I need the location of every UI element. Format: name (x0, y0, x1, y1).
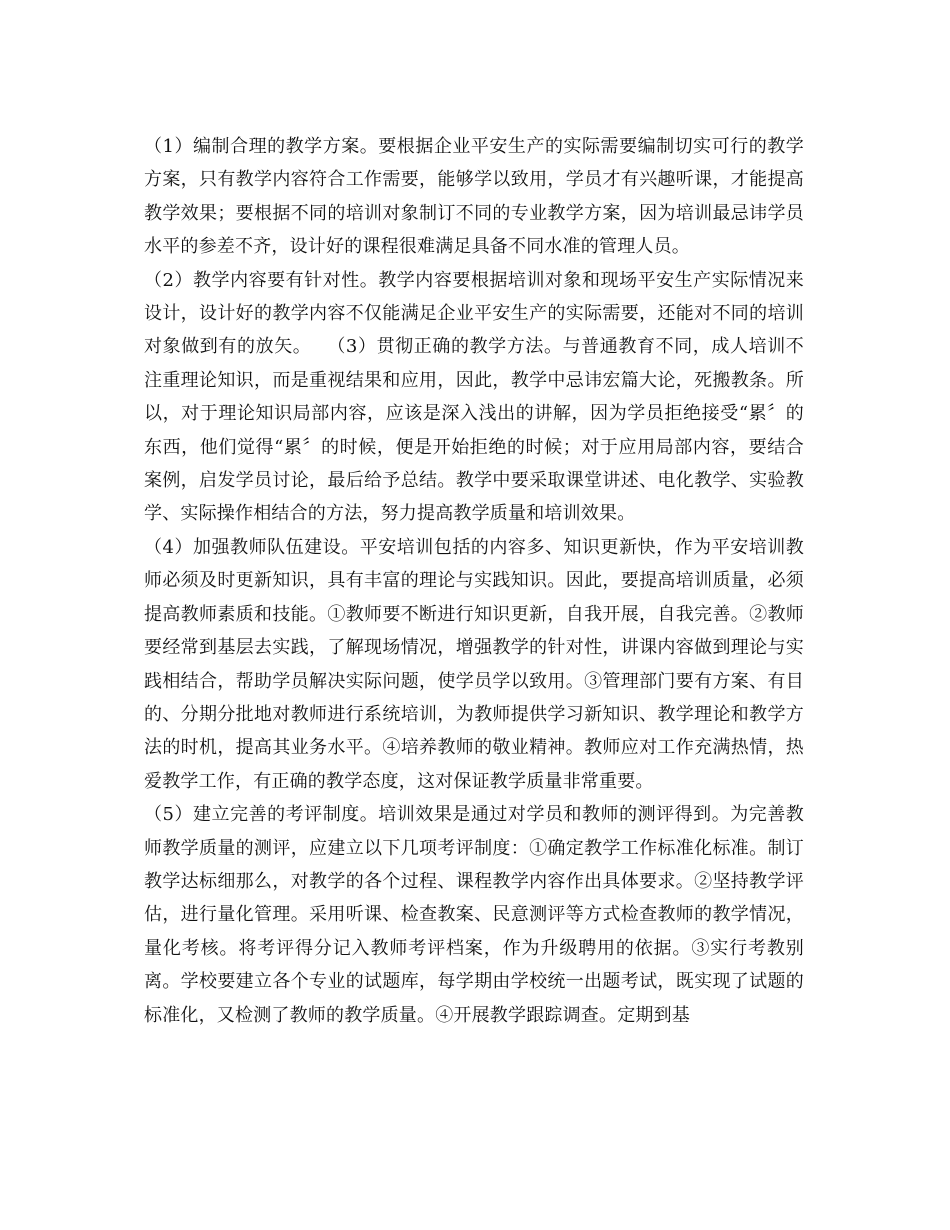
paragraph-1: （1）编制合理的教学方案。要根据企业平安生产的实际需要编制切实可行的教学方案，只有教学内容符合工作需要，能够学以致用，学员才有兴趣听课，才能提高教学效果；要根据不同的培训对象制订不同的专业教学方案，因为培训最忌讳学员水平的参差不齐，设计好的课程很难满足具备不同水准的管理人员。 (144, 136, 804, 258)
document-body (144, 130, 804, 1032)
paragraph-3: （4）加强教师队伍建设。平安培训包括的内容多、知识更新快，作为平安培训教师必须及时更新知识，具有丰富的理论与实践知识。因此，要提高培训质量，必须提高教师素质和技能。①教师要不断进行知识更新，自我开展，自我完善。②教师要经常到基层去实践，了解现场情况，增强教学的针对性，讲课内容做到理论与实践相结合，帮助学员解决实际问题，使学员学以致用。③管理部门要有方案、有目的、分期分批地对教师进行系统培训，为教师提供学习新知识、教学理论和教学方法的时机，提高其业务水平。④培养教师的敬业精神。教师应对工作充满热情，热爱教学工作，有正确的教学态度，这对保证教学质量非常重要。 (144, 536, 804, 792)
paragraph-2: （2）教学内容要有针对性。教学内容要根据培训对象和现场平安生产实际情况来设计，设计好的教学内容不仅能满足企业平安生产的实际需要，还能对不同的培训对象做到有的放矢。 （3）贯彻正确的教学方法。与普通教育不同，成人培训不注重理论知识，而是重视结果和应用，因此，教学中忌讳宏篇大论，死搬教条。所以，对于理论知识局部内容，应该是深入浅出的讲解，因为学员拒绝接受“累〞的东西，他们觉得“累〞的时候，便是开始拒绝的时候；对于应用局部内容，要结合案例，启发学员讨论，最后给予总结。教学中要采取课堂讲述、电化教学、实验教学、实际操作相结合的方法，努力提高教学质量和培训效果。 (144, 269, 804, 525)
paragraph-4: （5）建立完善的考评制度。培训效果是通过对学员和教师的测评得到。为完善教师教学质量的测评，应建立以下几项考评制度：①确定教学工作标准化标准。制订教学达标细那么，对教学的各个过程、课程教学内容作出具体要求。②坚持教学评估，进行量化管理。采用听课、检查教案、民意测评等方式检查教师的教学情况，量化考核。将考评得分记入教师考评档案，作为升级聘用的依据。③实行考教别离。学校要建立各个专业的试题库，每学期由学校统一出题考试，既实现了试题的标准化，又检测了教师的教学质量。④开展教学跟踪调查。定期到基 (144, 804, 804, 1026)
